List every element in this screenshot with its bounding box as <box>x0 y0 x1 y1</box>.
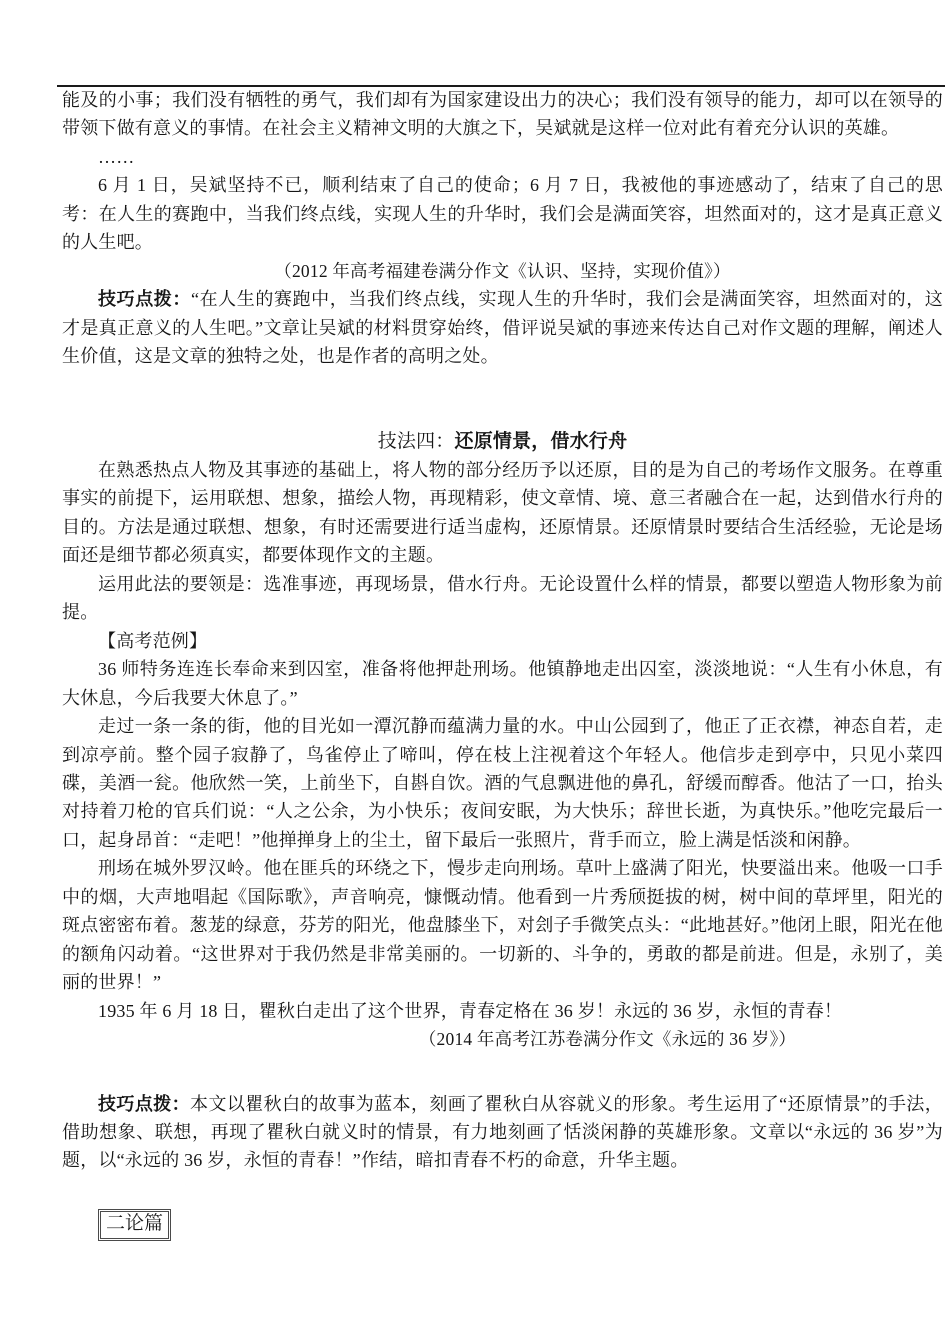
essay-conclusion-paragraph: 6 月 1 日，吴斌坚持不已，顺利结束了自己的使命；6 月 7 日，我被他的事迹感动了，结束了自己的思考：在人生的赛跑中，当我们终点线，实现人生的升华时，我们会是满面笑容，坦然面对的，这才是真正意义的人生吧。 <box>62 175 943 253</box>
section-box-label: 二论篇 <box>106 1212 164 1234</box>
tip-text-1: “在人生的赛跑中，当我们终点线，实现人生的升华时，我们会是满面笑容，坦然面对的，这才是真正意义的人生吧。”文章让吴斌的材料贯穿始终，借评说吴斌的事迹来传达自己对作文题的理解，阐述人生价值，这是文章的独特之处，也是作者的高明之处。 <box>62 289 944 367</box>
tip-paragraph-2 <box>62 1090 943 1175</box>
section-box <box>98 1209 171 1241</box>
method-intro-paragraph-2: 运用此法的要领是：选准事迹，再现场景，借水行舟。无论设置什么样的情景，都要以塑造人物形象为前提。 <box>62 573 943 623</box>
example-paragraph-4: 1935 年 6 月 18 日，瞿秋白走出了这个世界，青春定格在 36 岁！永远的 36 岁，永恒的青春！ <box>98 1000 843 1021</box>
heading-prefix: 技法四： <box>377 430 455 452</box>
heading-title: 还原情景，借水行舟 <box>454 430 628 452</box>
tip-label-2: 技巧点拨： <box>98 1093 191 1114</box>
continuation-paragraph: 能及的小事；我们没有牺牲的勇气，我们却有为国家建设出力的决心；我们没有领导的能力，却可以在领导的带领下做有意义的事情。在社会主义精神文明的大旗之下，吴斌就是这样一位对此有着充分认识的英雄。 <box>62 90 943 139</box>
method-intro-paragraph-1: 在熟悉热点人物及其事迹的基础上，将人物的部分经历予以还原，目的是为自己的考场作文服务。在尊重事实的前提下，运用联想、想象，描绘人物，再现精彩，使文章情、境、意三者融合在一起，达到借水行舟的目的。方法是通过联想、想象，有时还需要进行适当虚构，还原情景。还原情景时要结合生活经验，无论是场面还是细节都必须真实，都要体现作文的主题。 <box>62 459 943 566</box>
document-body <box>62 86 943 1241</box>
attribution-2014: （2014 年高考江苏卷满分作文《永远的 36 岁》） <box>418 1029 797 1050</box>
tip-text-2: 本文以瞿秋白的故事为蓝本，刻画了瞿秋白从容就义的形象。考生运用了“还原情景”的手法，借助想象、联想，再现了瞿秋白就义时的情景，有力地刻画了恬淡闲静的英雄形象。文章以“永远的 36 岁”为题，以“永远的 36 岁，永恒的青春！”作结，暗扣青春不朽的命意，升华主题。 <box>62 1093 943 1171</box>
example-paragraph-3: 刑场在城外罗汉岭。他在匪兵的环绕之下，慢步走向刑场。草叶上盛满了阳光，快要溢出来。他吸一口手中的烟，大声地唱起《国际歌》，声音响亮，慷慨动情。他看到一片秀颀挺拔的树，树中间的草坪里，阳光的斑点密密布着。葱茏的绿意，芬芳的阳光，他盘膝坐下，对刽子手微笑点头：“此地甚好。”他闭上眼，阳光在他的额角闪动着。“这世界对于我仍然是非常美丽的。一切新的、斗争的，勇敢的都是前进。但是，永别了，美丽的世界！” <box>62 858 943 993</box>
example-paragraph-1: 36 师特务连连长奉命来到囚室，准备将他押赴刑场。他镇静地走出囚室，淡淡地说：“人生有小休息，有大休息，今后我要大休息了。” <box>62 659 943 708</box>
example-paragraph-2: 走过一条一条的街，他的目光如一潭沉静而蕴满力量的水。中山公园到了，他正了正衣襟，神态自若，走到凉亭前。整个园子寂静了，鸟雀停止了啼叫，停在枝上注视着这个年轻人。他信步走到亭中，只见小菜四碟，美酒一瓮。他欣然一笑，上前坐下，自斟自饮。酒的气息飘进他的鼻孔，舒缓而醇香。他沽了一口，抬头对持着刀枪的官兵们说：“人之公余，为小快乐；夜间安眠，为大快乐；辞世长逝，为真快乐。”他吃完最后一口，起身昂首：“走吧！”他掸掸身上的尘土，留下最后一张照片，背手而立，脸上满是恬淡和闲静。 <box>62 716 943 850</box>
tip-label-1: 技巧点拨： <box>98 289 191 310</box>
ellipsis-line: …… <box>98 146 135 167</box>
example-header: 【高考范例】 <box>98 630 208 651</box>
attribution-2012: （2012 年高考福建卷满分作文《认识、坚持，实现价值》） <box>274 260 731 281</box>
section-heading-method4 <box>62 428 943 456</box>
tip-paragraph-1 <box>62 285 943 370</box>
